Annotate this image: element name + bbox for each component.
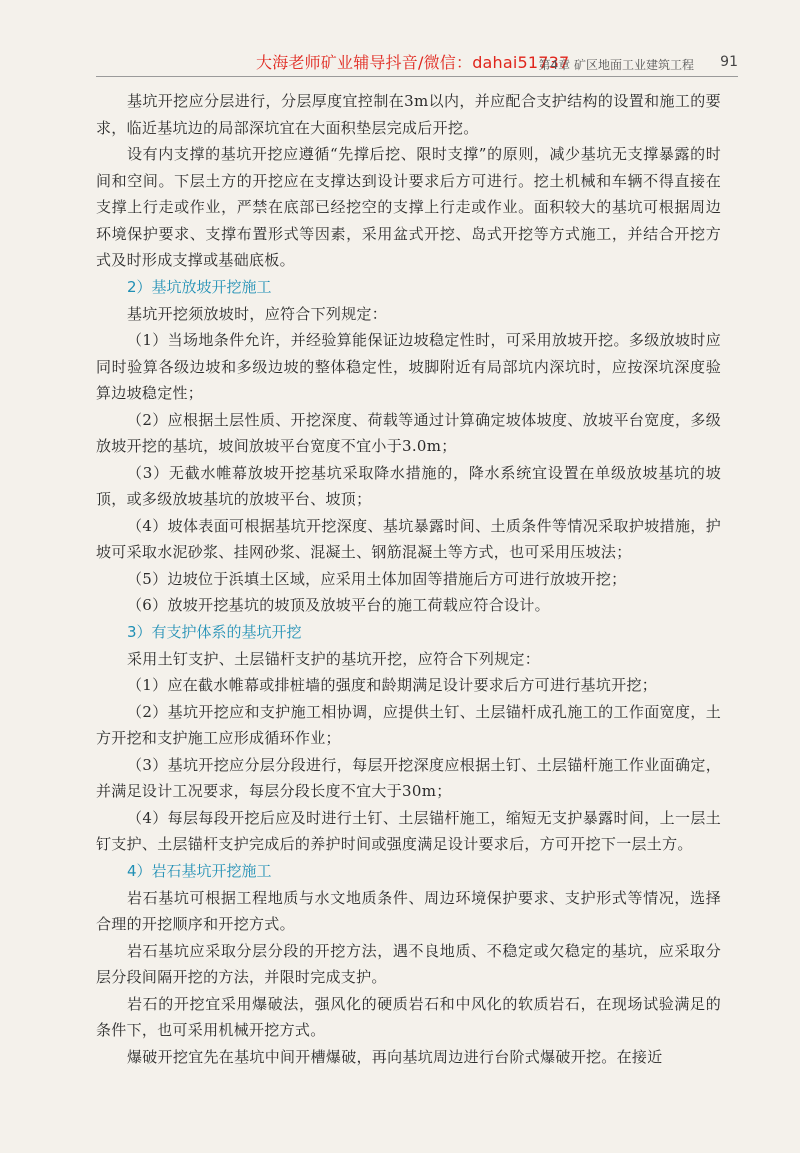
- list-item: （4）坡体表面可根据基坑开挖深度、基坑暴露时间、土质条件等情况采取护坡措施，护坡可采取水泥砂浆、挂网砂浆、混凝土、钢筋混凝土等方式，也可采用压坡法；: [96, 516, 721, 561]
- list-item: （2）基坑开挖应和支护施工相协调，应提供土钉、土层锚杆成孔施工的工作面宽度，土方开挖和支护施工应形成循环作业；: [96, 702, 721, 747]
- list-item: （1）当场地条件允许，并经验算能保证边坡稳定性时，可采用放坡开挖。多级放坡时应同时验算各级边坡和多级边坡的整体稳定性，坡脚附近有局部坑内深坑时，应按深坑深度验算边坡稳定性；: [96, 331, 721, 402]
- watermark-text: 大海老师矿业辅导抖音/微信：dahai51737: [256, 53, 570, 72]
- page-body: [96, 88, 721, 1070]
- list-item: （3）基坑开挖应分层分段进行，每层开挖深度应根据土钉、土层锚杆施工作业面确定，并满足设计工况要求，每层分段长度不宜大于30m；: [96, 755, 721, 800]
- list-item: （4）每层每段开挖后应及时进行土钉、土层锚杆施工，缩短无支护暴露时间，上一层土钉支护、土层锚杆支护完成后的养护时间或强度满足设计要求后，方可开挖下一层土方。: [96, 808, 721, 853]
- paragraph: 采用土钉支护、土层锚杆支护的基坑开挖，应符合下列规定：: [127, 649, 541, 668]
- paragraph: 设有内支撑的基坑开挖应遵循“先撑后挖、限时支撑”的原则，减少基坑无支撑暴露的时间和空间。下层土方的开挖应在支撑达到设计要求后方可进行。挖土机械和车辆不得直接在支撑上行走或作业，严禁在底部已经挖空的支撑上行走或作业。面积较大的基坑可根据周边环境保护要求、支撑布置形式等因素，采用盆式开挖、岛式开挖等方式施工，并结合开挖方式及时形成支撑或基础底板。: [96, 145, 721, 269]
- paragraph: 爆破开挖宜先在基坑中间开槽爆破，再向基坑周边进行台阶式爆破开挖。在接近: [127, 1047, 663, 1066]
- paragraph: 基坑开挖应分层进行，分层厚度宜控制在3m以内，并应配合支护结构的设置和施工的要求，临近基坑边的局部深坑宜在大面积垫层完成后开挖。: [96, 92, 721, 137]
- paragraph: 岩石的开挖宜采用爆破法，强风化的硬质岩石和中风化的软质岩石，在现场试验满足的条件下，也可采用机械开挖方式。: [96, 994, 721, 1039]
- list-item: （6）放坡开挖基坑的坡顶及放坡平台的施工荷载应符合设计。: [127, 596, 550, 614]
- paragraph: 岩石基坑可根据工程地质与水文地质条件、周边环境保护要求、支护形式等情况，选择合理的开挖顺序和开挖方式。: [96, 888, 721, 933]
- list-item: （2）应根据土层性质、开挖深度、荷载等通过计算确定坡体坡度、放坡平台宽度，多级放坡开挖的基坑，坡间放坡平台宽度不宜小于3.0m；: [96, 410, 721, 455]
- list-item: （1）应在截水帷幕或排桩墙的强度和龄期满足设计要求后方可进行基坑开挖；: [127, 676, 658, 694]
- list-item: （5）边坡位于浜填土区域，应采用土体加固等措施后方可进行放坡开挖；: [127, 569, 627, 588]
- section-heading: 3）有支护体系的基坑开挖: [127, 622, 302, 641]
- list-item: （3）无截水帷幕放坡开挖基坑采取降水措施的，降水系统宜设置在单级放坡基坑的坡顶，或多级放坡基坑的放坡平台、坡顶；: [96, 463, 721, 508]
- chapter-title: 第4章 矿区地面工业建筑工程: [538, 58, 694, 72]
- paragraph: 岩石基坑应采取分层分段的开挖方法，遇不良地质、不稳定或欠稳定的基坑，应采取分层分段间隔开挖的方法，并限时完成支护。: [96, 941, 721, 986]
- section-heading: 2）基坑放坡开挖施工: [127, 277, 272, 296]
- section-heading: 4）岩石基坑开挖施工: [127, 861, 272, 880]
- paragraph: 基坑开挖须放坡时，应符合下列规定：: [127, 304, 388, 323]
- page-header: [96, 48, 738, 77]
- page-number: 91: [720, 54, 738, 70]
